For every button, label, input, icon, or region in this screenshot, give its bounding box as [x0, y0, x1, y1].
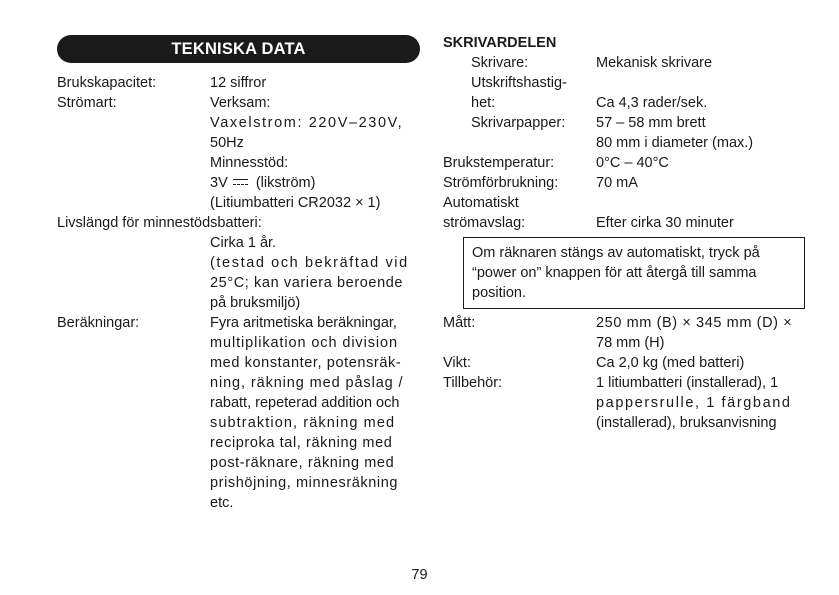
value-matt: 250 mm (B) × 345 mm (D) × — [596, 315, 793, 331]
value-matt-height: 78 mm (H) — [596, 335, 665, 351]
value-calc-4: ning, räkning med påslag / — [210, 375, 404, 391]
value-lifetime-note-2: 25°C; kan variera beroende — [210, 275, 404, 291]
label-stromforbrukning: Strömförbrukning: — [443, 175, 559, 191]
value-stromavslag: Efter cirka 30 minuter — [596, 215, 734, 231]
printer-section-title: SKRIVARDELEN — [443, 35, 557, 51]
label-skrivare: Skrivare: — [471, 55, 529, 71]
label-matt: Mått: — [443, 315, 476, 331]
label-skrivarpapper: Skrivarpapper: — [471, 115, 566, 131]
note-line-3: position. — [472, 285, 527, 301]
label-livslangd: Livslängd för minnestödsbatteri: — [57, 215, 262, 231]
value-skrivare: Mekanisk skrivare — [596, 55, 713, 71]
value-lifetime: Cirka 1 år. — [210, 235, 277, 251]
value-lifetime-note-3: på bruksmiljö) — [210, 295, 301, 311]
value-minnesstod: Minnesstöd: — [210, 155, 289, 171]
value-vikt: Ca 2,0 kg (med batteri) — [596, 355, 745, 371]
label-stromavslag: strömavslag: — [443, 215, 526, 231]
value-calc-8: post-räknare, räkning med — [210, 455, 395, 471]
page-number: 79 — [411, 567, 428, 583]
value-tillbehor-1: 1 litiumbatteri (installerad), 1 — [596, 375, 779, 391]
value-lifetime-note-1: (testad och bekräftad vid — [210, 255, 409, 271]
label-tillbehor: Tillbehör: — [443, 375, 503, 391]
value-tillbehor-2: pappersrulle, 1 färgband — [596, 395, 792, 411]
label-stromart: Strömart: — [57, 95, 117, 111]
value-tillbehor-3: (installerad), bruksanvisning — [596, 415, 777, 431]
value-brukstemperatur: 0°C – 40°C — [596, 155, 669, 171]
label-utskrift-2: het: — [471, 95, 496, 111]
value-calc-7: reciproka tal, räkning med — [210, 435, 393, 451]
value-battery: (Litiumbatteri CR2032 × 1) — [210, 195, 381, 211]
value-calc-6: subtraktion, räkning med — [210, 415, 396, 431]
value-vaxelstrom: Vaxelstrom: 220V–230V, — [210, 115, 404, 131]
dc-current-icon — [232, 178, 250, 188]
label-automatiskt: Automatiskt — [443, 195, 519, 211]
value-utskrift: Ca 4,3 rader/sek. — [596, 95, 708, 111]
note-line-2: “power on” knappen för att återgå till samma — [472, 265, 757, 281]
value-skrivarpapper: 57 – 58 mm brett — [596, 115, 706, 131]
value-voltage — [210, 173, 315, 193]
label-berakningar: Beräkningar: — [57, 315, 140, 331]
label-utskrift-1: Utskriftshastig- — [471, 75, 567, 91]
value-frequency: 50Hz — [210, 135, 244, 151]
value-calc-1: Fyra aritmetiska beräkningar, — [210, 315, 397, 331]
section-header: TEKNISKA DATA — [57, 35, 420, 63]
value-calc-5: rabatt, repeterad addition och — [210, 395, 400, 411]
value-stromforbrukning: 70 mA — [596, 175, 638, 191]
value-skrivarpapper-diameter: 80 mm i diameter (max.) — [596, 135, 754, 151]
label-vikt: Vikt: — [443, 355, 471, 371]
voltage-suffix: (likström) — [255, 175, 316, 191]
note-line-1: Om räknaren stängs av automatiskt, tryck på — [472, 245, 760, 261]
value-stromart: Verksam: — [210, 95, 271, 111]
value-brukskapacitet: 12 siffror — [210, 75, 267, 91]
voltage-prefix: 3V — [210, 175, 228, 191]
value-calc-2: multiplikation och division — [210, 335, 398, 351]
label-brukskapacitet: Brukskapacitet: — [57, 75, 157, 91]
value-calc-9: prishöjning, minnesräkning — [210, 475, 399, 491]
label-brukstemperatur: Brukstemperatur: — [443, 155, 555, 171]
value-calc-10: etc. — [210, 495, 234, 511]
value-calc-3: med konstanter, potensräk- — [210, 355, 402, 371]
